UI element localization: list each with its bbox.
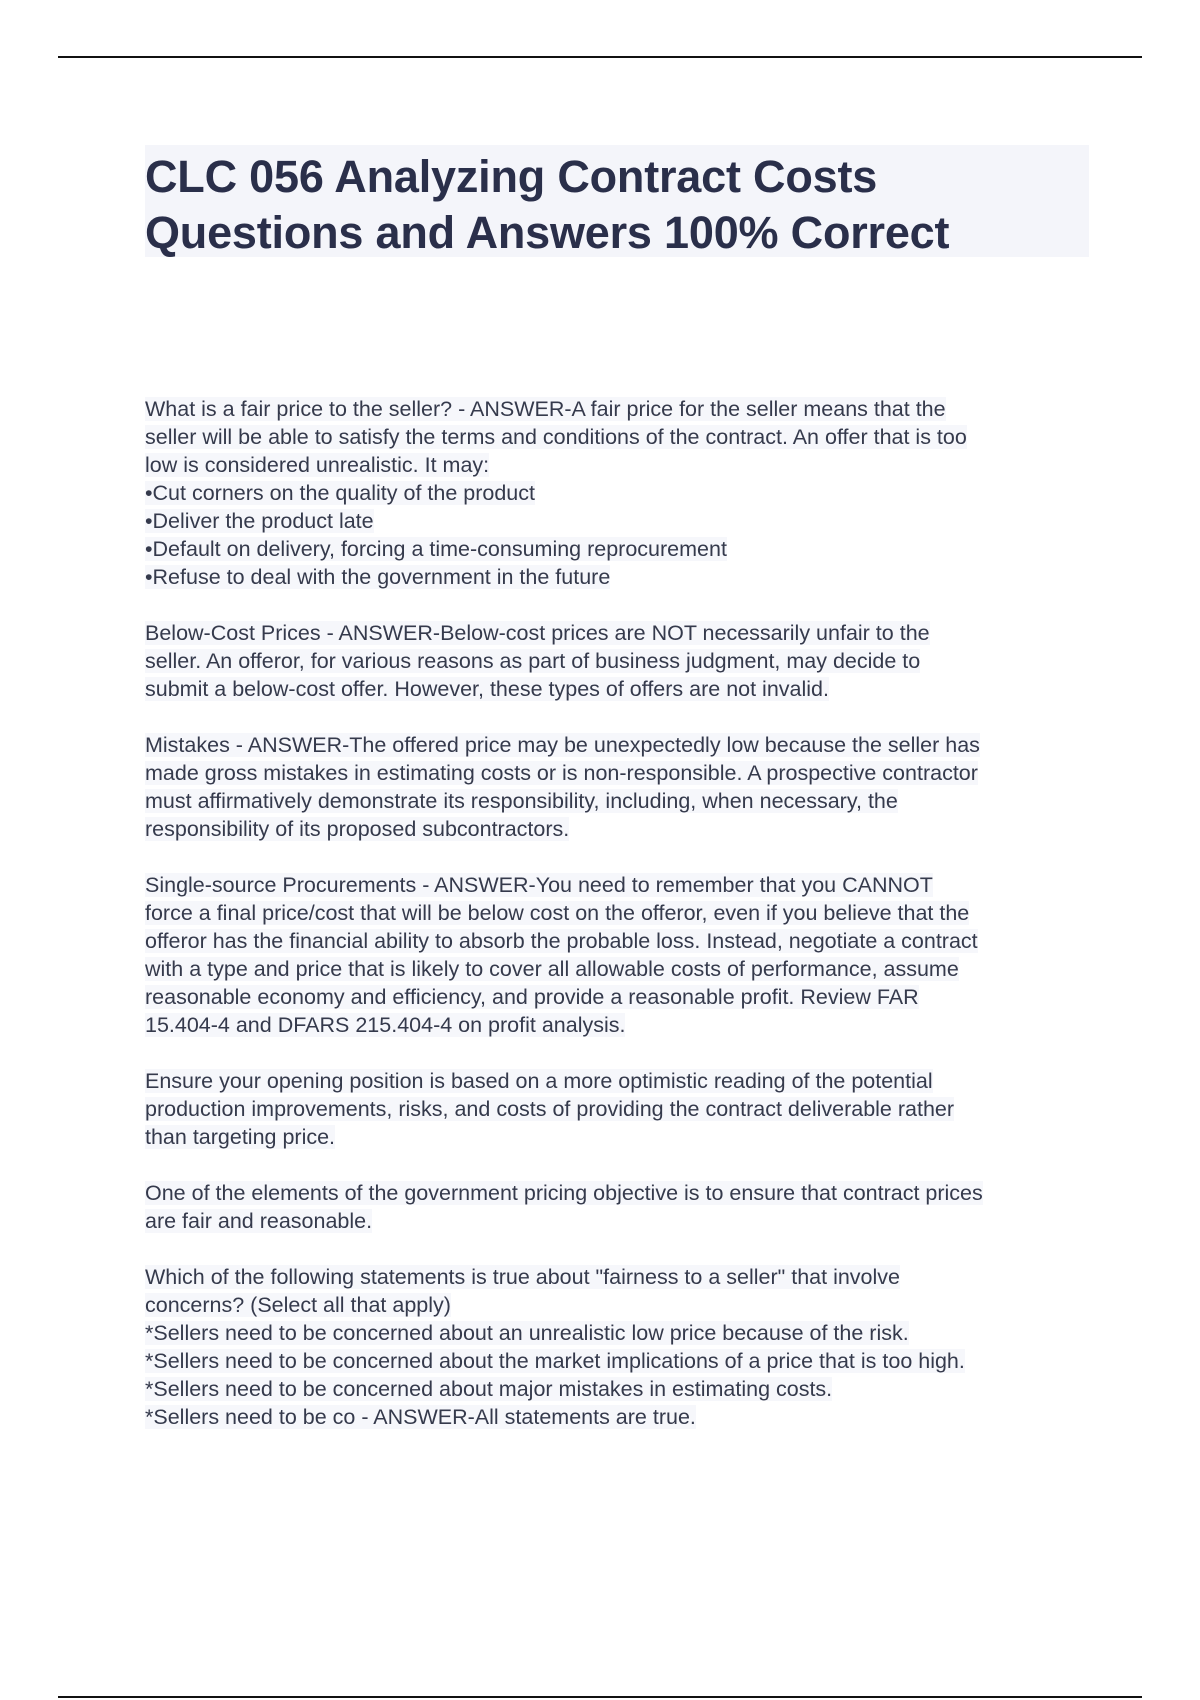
qa-content (145, 395, 1095, 1459)
bullet-line: •Default on delivery, forcing a time-consuming reprocurement (145, 537, 727, 561)
page-title (145, 145, 1089, 257)
bullet-line: *Sellers need to be concerned about the market implications of a price that is too high. (145, 1349, 965, 1373)
bullet-line: *Sellers need to be co - ANSWER-All statements are true. (145, 1405, 696, 1429)
qa-block-opening-position (145, 1067, 1095, 1151)
text-line: 15.404-4 and DFARS 215.404-4 on profit analysis. (145, 1013, 626, 1037)
text-line: Mistakes - ANSWER-The offered price may be unexpectedly low because the seller has (145, 733, 980, 757)
text-line: One of the elements of the government pricing objective is to ensure that contract prices (145, 1181, 983, 1205)
text-line: reasonable economy and efficiency, and provide a reasonable profit. Review FAR (145, 985, 919, 1009)
text-line: Single-source Procurements - ANSWER-You need to remember that you CANNOT (145, 873, 933, 897)
text-line: responsibility of its proposed subcontractors. (145, 817, 570, 841)
text-line: low is considered unrealistic. It may: (145, 453, 490, 477)
text-line: seller. An offeror, for various reasons as part of business judgment, may decide to (145, 649, 921, 673)
bullet-line: •Cut corners on the quality of the product (145, 481, 535, 505)
text-line: made gross mistakes in estimating costs or is non-responsible. A prospective contractor (145, 761, 978, 785)
qa-block-pricing-objective (145, 1179, 1095, 1235)
text-line: than targeting price. (145, 1125, 336, 1149)
text-line: offeror has the financial ability to absorb the probable loss. Instead, negotiate a contract (145, 929, 978, 953)
text-line: are fair and reasonable. (145, 1209, 373, 1233)
title-line-2: Questions and Answers 100% Correct (145, 207, 950, 258)
text-line: concerns? (Select all that apply) (145, 1293, 451, 1317)
qa-block-single-source (145, 871, 1095, 1039)
text-line: with a type and price that is likely to cover all allowable costs of performance, assume (145, 957, 959, 981)
text-line: What is a fair price to the seller? - ANSWER-A fair price for the seller means that the (145, 397, 946, 421)
qa-block-fair-price (145, 395, 1095, 591)
text-line: Below-Cost Prices - ANSWER-Below-cost prices are NOT necessarily unfair to the (145, 621, 930, 645)
bottom-rule (58, 1696, 1142, 1698)
bullet-line: •Deliver the product late (145, 509, 374, 533)
bullet-line: *Sellers need to be concerned about an unrealistic low price because of the risk. (145, 1321, 909, 1345)
text-line: Which of the following statements is true about "fairness to a seller" that involve (145, 1265, 900, 1289)
qa-block-mistakes (145, 731, 1095, 843)
bullet-line: •Refuse to deal with the government in the future (145, 565, 611, 589)
text-line: Ensure your opening position is based on a more optimistic reading of the potential (145, 1069, 933, 1093)
text-line: seller will be able to satisfy the terms and conditions of the contract. An offer that is too (145, 425, 967, 449)
qa-block-below-cost-prices (145, 619, 1095, 703)
top-rule (58, 56, 1142, 58)
bullet-line: *Sellers need to be concerned about major mistakes in estimating costs. (145, 1377, 833, 1401)
text-line: force a final price/cost that will be below cost on the offeror, even if you believe that the (145, 901, 970, 925)
title-line-1: CLC 056 Analyzing Contract Costs (145, 151, 878, 202)
text-line: submit a below-cost offer. However, these types of offers are not invalid. (145, 677, 829, 701)
qa-block-fairness-to-seller (145, 1263, 1095, 1431)
text-line: must affirmatively demonstrate its responsibility, including, when necessary, the (145, 789, 898, 813)
text-line: production improvements, risks, and costs of providing the contract deliverable rather (145, 1097, 955, 1121)
